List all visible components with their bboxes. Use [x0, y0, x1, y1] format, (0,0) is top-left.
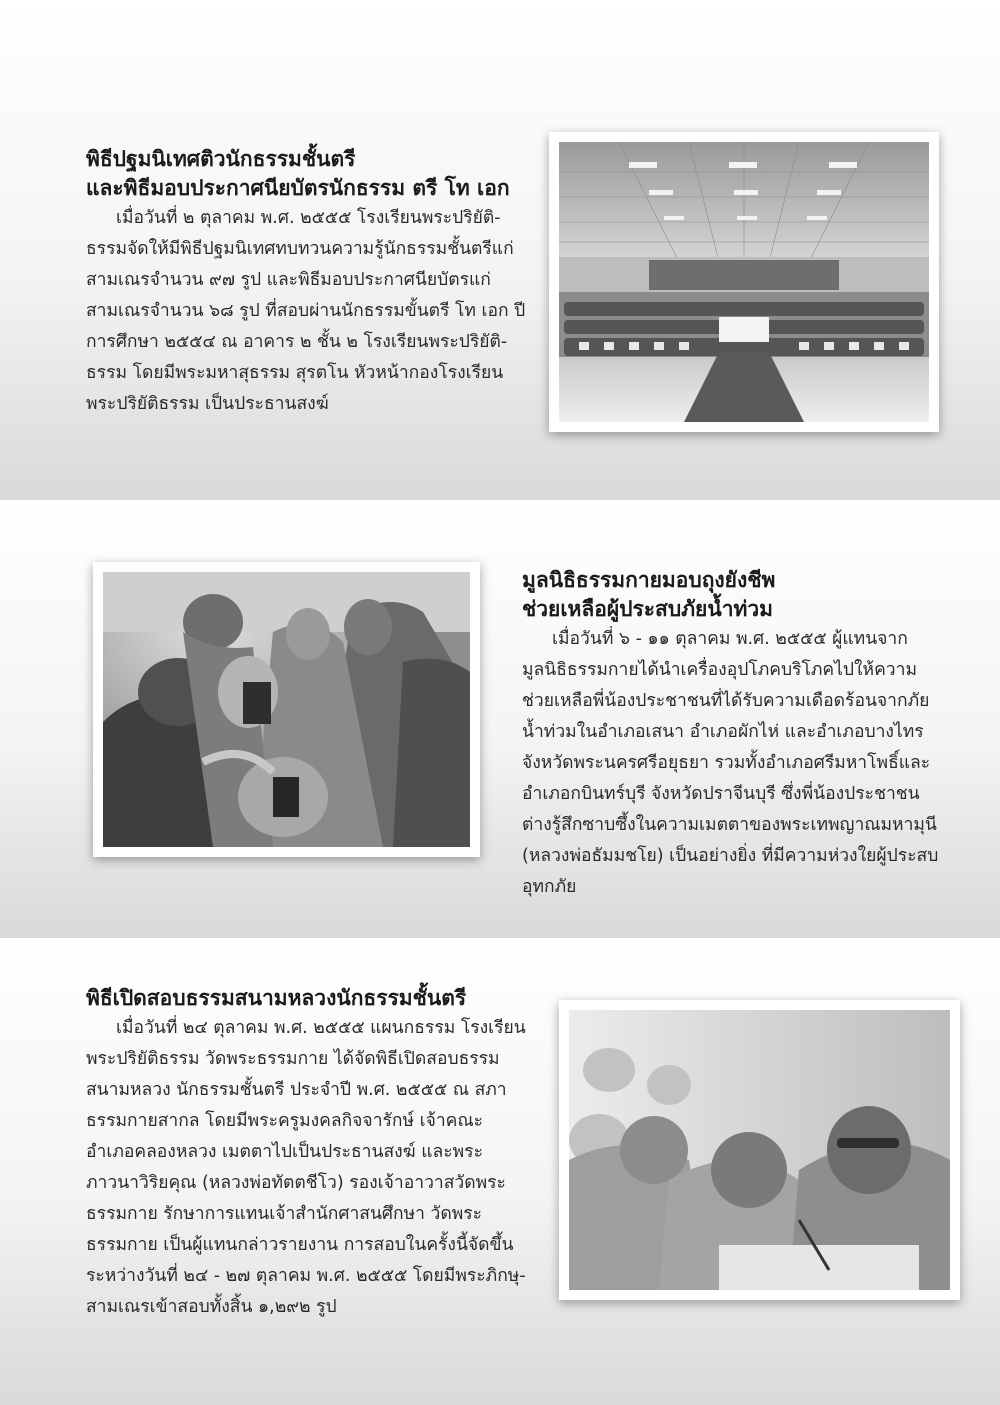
article-2-body: เมื่อวันที่ ๖ - ๑๑ ตุลาคม พ.ศ. ๒๕๕๕ ผู้แทนจากมูลนิธิธรรมกายได้นำเครื่องอุปโภคบริโภคไปให้ความช่วยเหลือพี่น้องประชาชนที่ได้รับความเดือดร้อนจากภัยน้ำท่วมในอำเภอเสนา อำเภอผักไห่ และอำเภอบางไทร จังหวัดพระนครศรีอยุธยา รวมทั้งอำเภอศรีมหาโพธิ์และอำเภอกบินทร์บุรี จังหวัดปราจีนบุรี ซึ่งพี่น้องประชาชนต่างรู้สึกซาบซึ้งในความเมตตาของพระเทพญาณมหามุนี (หลวงพ่อธัมมชโย) เป็นอย่างยิ่ง ที่มีความห่วงใยผู้ประสบอุทกภัย [522, 629, 939, 897]
article-3-body: เมื่อวันที่ ๒๔ ตุลาคม พ.ศ. ๒๕๕๕ แผนกธรรม โรงเรียนพระปริยัติธรรม วัดพระธรรมกาย ได้จัดพิธีเปิดสอบธรรมสนามหลวง นักธรรมชั้นตรี ประจำปี พ.ศ. ๒๕๕๕ ณ สภาธรรมกายสากล โดยมีพระครูมงคลกิจจารักษ์ เจ้าคณะอำเภอคลองหลวง เมตตาไปเป็นประธานสงฆ์ และพระภาวนาวิริยคุณ (หลวงพ่อทัตตชีโว) รองเจ้าอาวาสวัดพระธรรมกาย รักษาการแทนเจ้าสำนักศาสนศึกษา วัดพระธรรมกาย เป็นผู้แทนกล่าวรายงาน การสอบในครั้งนี้จัดขึ้นระหว่างวันที่ ๒๔ - ๒๗ ตุลาคม พ.ศ. ๒๕๕๕ โดยมีพระภิกษุ-สามเณรเข้าสอบทั้งสิ้น ๑,๒๙๒ รูป [86, 1018, 526, 1317]
article-2-title [522, 566, 946, 624]
article-2-title-line-1: มูลนิธิธรรมกายมอบถุงยังชีพ [522, 568, 776, 592]
photo-ceremony-hall [549, 132, 939, 432]
photo-relief-bags [93, 562, 480, 857]
article-2-title-line-2: ช่วยเหลือผู้ประสบภัยน้ำท่วม [522, 597, 773, 621]
article-1-body: เมื่อวันที่ ๒ ตุลาคม พ.ศ. ๒๕๕๕ โรงเรียนพระปริยัติ-ธรรมจัดให้มีพิธีปฐมนิเทศทบทวนความรู้นักธรรมชั้นตรีแก่สามเณรจำนวน ๙๗ รูป และพิธีมอบประกาศนียบัตรแก่สามเณรจำนวน ๖๘ รูป ที่สอบผ่านนักธรรมขั้นตรี โท เอก ปีการศึกษา ๒๕๕๔ ณ อาคาร ๒ ชั้น ๒ โรงเรียนพระปริยัติ-ธรรม โดยมีพระมหาสุธรรม สุรตโน หัวหน้ากองโรงเรียนพระปริยัติธรรม เป็นประธานสงฆ์ [86, 208, 526, 414]
article-2 [522, 566, 946, 903]
article-1-title [86, 145, 526, 203]
article-3-title-line-1: พิธีเปิดสอบธรรมสนามหลวงนักธรรมชั้นตรี [86, 986, 467, 1010]
photo-exam-hall [559, 1000, 960, 1300]
article-1-title-line-2: และพิธีมอบประกาศนียบัตรนักธรรม ตรี โท เอก [86, 176, 510, 200]
article-3-title [86, 984, 526, 1013]
relief-bags-image [103, 572, 470, 847]
ceremony-hall-image [559, 142, 929, 422]
article-1-title-line-1: พิธีปฐมนิเทศติวนักธรรมชั้นตรี [86, 147, 356, 171]
article-1 [86, 145, 526, 420]
exam-hall-image [569, 1010, 950, 1290]
article-3 [86, 984, 526, 1323]
